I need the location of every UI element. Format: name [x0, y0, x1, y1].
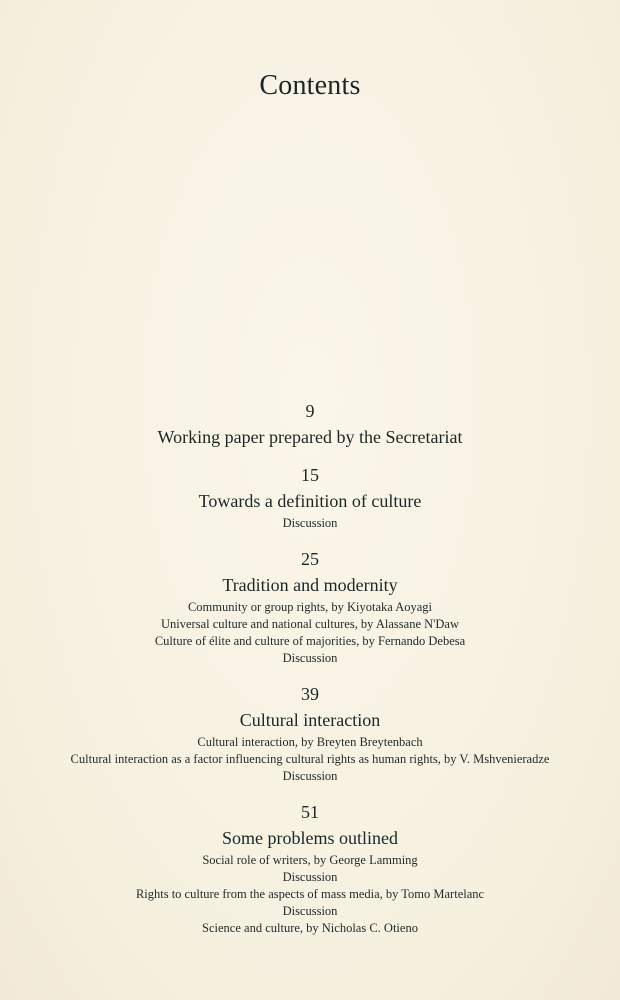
toc-entry: Discussion: [282, 870, 338, 884]
section-title: Towards a definition of culture: [198, 491, 422, 511]
page-title: Contents: [259, 70, 361, 101]
toc-entry: Discussion: [282, 516, 338, 530]
toc-entry: Discussion: [282, 651, 338, 665]
section-page-number: 25: [301, 549, 319, 569]
toc-entry: Cultural interaction, by Breyten Breytenbach: [197, 735, 423, 749]
toc-section: [0, 801, 620, 937]
toc-entry: Discussion: [282, 769, 338, 783]
toc-section: [0, 548, 620, 667]
toc-entry: Community or group rights, by Kiyotaka Aoyagi: [187, 600, 433, 614]
section-title: Cultural interaction: [239, 710, 381, 730]
section-page-number: 9: [305, 401, 315, 421]
toc-entry: Social role of writers, by George Lamming: [202, 853, 418, 867]
toc-entry: Cultural interaction as a factor influencing cultural rights as human rights, by V. Mshvenieradze: [70, 752, 550, 766]
toc-entry: Universal culture and national cultures, by Alassane N'Daw: [161, 617, 459, 631]
toc-entry: Rights to culture from the aspects of mass media, by Tomo Martelanc: [135, 887, 485, 901]
toc-entry: Culture of élite and culture of majorities, by Fernando Debesa: [154, 634, 466, 648]
section-title: Working paper prepared by the Secretariat: [157, 427, 463, 447]
toc-entry: Science and culture, by Nicholas C. Otieno: [202, 921, 418, 935]
toc-section: [0, 400, 620, 448]
section-page-number: 39: [301, 684, 319, 704]
section-page-number: 51: [301, 802, 319, 822]
table-of-contents: [0, 400, 620, 953]
toc-section: [0, 464, 620, 532]
section-title: Some problems outlined: [222, 828, 398, 848]
toc-section: [0, 683, 620, 785]
section-title: Tradition and modernity: [222, 575, 398, 595]
toc-entry: Discussion: [282, 904, 338, 918]
section-page-number: 15: [301, 465, 319, 485]
